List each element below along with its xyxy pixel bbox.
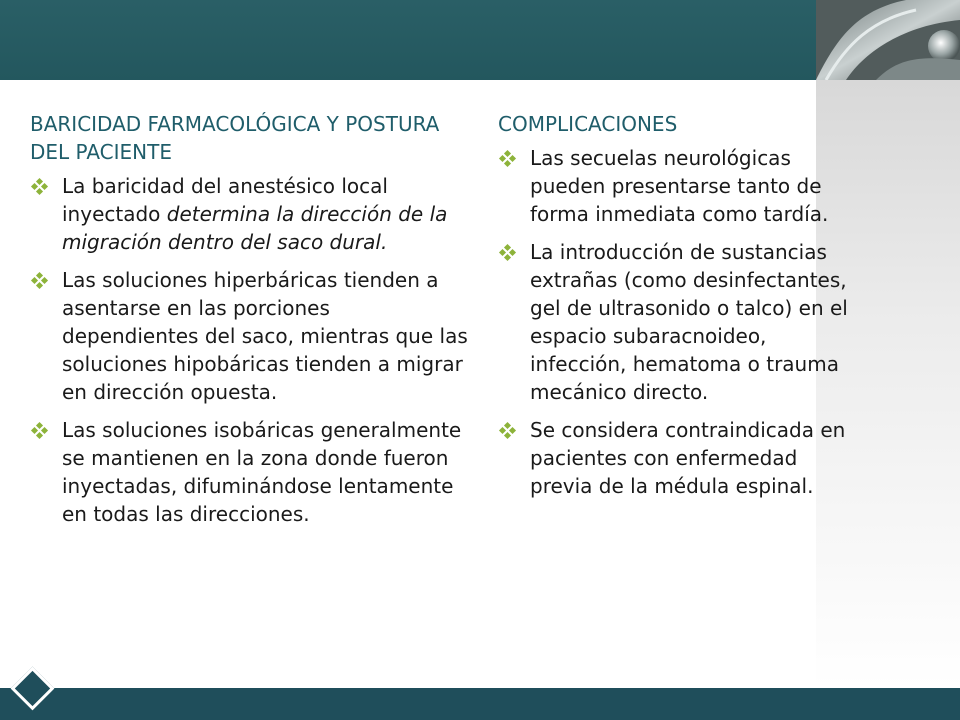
item-text: Las secuelas neurológicas pueden presentarse tanto de forma inmediata como tardía. xyxy=(530,146,829,226)
corner-decorative-image xyxy=(816,0,960,80)
footer-band xyxy=(0,688,960,720)
header-band xyxy=(0,0,816,80)
left-column xyxy=(30,110,470,538)
diamond-bullet-icon xyxy=(32,273,46,287)
list-item xyxy=(498,238,848,406)
right-column xyxy=(498,110,848,510)
item-text-italic: determina la dirección de la migración dentro del saco dural. xyxy=(62,202,448,254)
list-item xyxy=(498,144,848,228)
list-item xyxy=(30,172,470,256)
item-text: Se considera contraindicada en pacientes con enfermedad previa de la médula espinal. xyxy=(530,418,846,498)
diamond-bullet-icon xyxy=(500,245,514,259)
list-item xyxy=(30,266,470,406)
item-text: Las soluciones isobáricas generalmente se mantienen en la zona donde fueron inyectadas, difuminándose lentamente en todas las direcciones. xyxy=(62,418,462,526)
item-text: Las soluciones hiperbáricas tienden a asentarse en las porciones dependientes del saco, mientras que las soluciones hipobáricas tienden a migrar en dirección opuesta. xyxy=(62,268,468,404)
right-bullet-list xyxy=(498,144,848,500)
item-text: La introducción de sustancias extrañas (como desinfectantes, gel de ultrasonido o talco) en el espacio subaracnoideo, infección, hematoma o trauma mecánico directo. xyxy=(530,240,848,404)
left-heading: BARICIDAD FARMACOLÓGICA Y POSTURA DEL PACIENTE xyxy=(30,112,440,164)
item-text: La baricidad del anestésico local inyectado xyxy=(62,174,388,226)
diamond-bullet-icon xyxy=(500,423,514,437)
list-item xyxy=(30,416,470,528)
diamond-bullet-icon xyxy=(32,179,46,193)
abstract-metal-graphic xyxy=(816,0,960,80)
right-heading: COMPLICACIONES xyxy=(498,112,678,136)
diamond-bullet-icon xyxy=(32,423,46,437)
list-item xyxy=(498,416,848,500)
left-bullet-list xyxy=(30,172,470,528)
diamond-bullet-icon xyxy=(500,151,514,165)
